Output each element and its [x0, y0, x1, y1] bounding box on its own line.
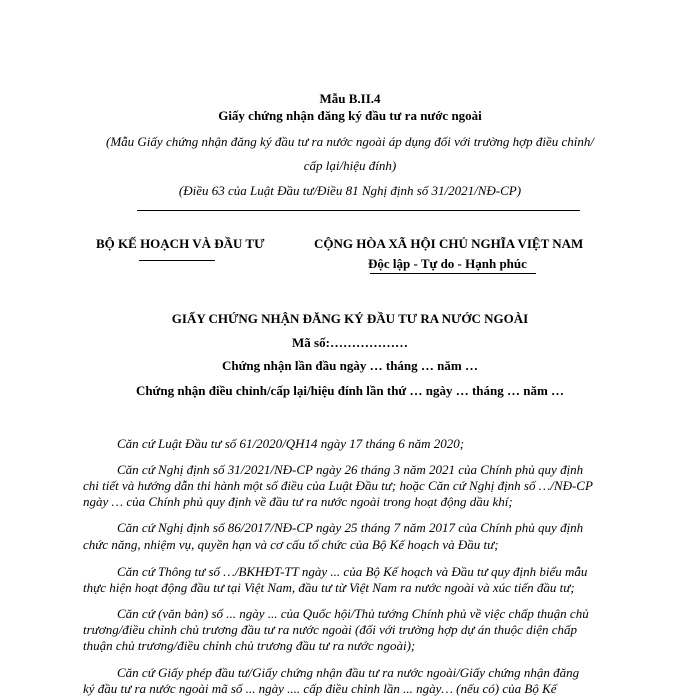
paragraph-6-line-2: ký đầu tư ra nước ngoài mã số ... ngày .... cấp điều chỉnh lần ... ngày… (nếu có) của Bộ Kế: [83, 681, 557, 696]
amendment-line: Chứng nhận điều chỉnh/cấp lại/hiệu đính lần thứ … ngày … tháng … năm …: [135, 383, 565, 398]
paragraph-6-line-1: Căn cứ Giấy phép đầu tư/Giấy chứng nhận đầu tư ra nước ngoài/Giấy chứng nhận đăng: [117, 665, 580, 680]
legal-basis: (Điều 63 của Luật Đầu tư/Điều 81 Nghị định số 31/2021/NĐ-CP): [178, 183, 522, 198]
paragraph-1-line-1: Căn cứ Luật Đầu tư số 61/2020/QH14 ngày 17 tháng 6 năm 2020;: [117, 436, 465, 451]
motto-underline: [370, 273, 536, 274]
paragraph-5-line-2: trương/điều chỉnh chủ trương đầu tư ra nước ngoài (đối với trường hợp dự án thuộc diện chấp: [83, 622, 577, 637]
paragraph-2-line-1: Căn cứ Nghị định số 31/2021/NĐ-CP ngày 26 tháng 3 năm 2021 của Chính phủ quy định: [117, 462, 584, 477]
first-issue-line: Chứng nhận lần đầu ngày … tháng … năm …: [222, 358, 478, 373]
certificate-code: Mã số:………………: [292, 335, 408, 350]
paragraph-2-line-3: ngày … của Chính phủ quy định về đầu tư ra nước ngoài trong hoạt động dầu khí;: [83, 494, 513, 509]
form-note-line-1: (Mẫu Giấy chứng nhận đăng ký đầu tư ra nước ngoài áp dụng đối với trường hợp điều chỉnh/: [106, 134, 594, 149]
form-title: Giấy chứng nhận đăng ký đầu tư ra nước ngoài: [218, 108, 482, 123]
paragraph-4-line-1: Căn cứ Thông tư số …/BKHĐT-TT ngày ... của Bộ Kế hoạch và Đầu tư quy định biểu mẫu: [117, 564, 588, 579]
form-note-line-2: cấp lại/hiệu đính): [303, 158, 397, 173]
paragraph-4-line-2: thực hiện hoạt động đầu tư tại Việt Nam, đầu tư từ Việt Nam ra nước ngoài và xúc tiến đầu tư;: [83, 580, 575, 595]
republic-name: CỘNG HÒA XÃ HỘI CHỦ NGHĨA VIỆT NAM: [314, 236, 584, 251]
ministry-underline: [139, 260, 215, 261]
paragraph-3-line-2: chức năng, nhiệm vụ, quyền hạn và cơ cấu tổ chức của Bộ Kế hoạch và Đầu tư;: [83, 537, 499, 552]
national-motto: Độc lập - Tự do - Hạnh phúc: [368, 256, 527, 271]
paragraph-5-line-3: thuận chủ trương/điều chỉnh chủ trương đầu tư ra nước ngoài);: [83, 638, 416, 653]
paragraph-3-line-1: Căn cứ Nghị định số 86/2017/NĐ-CP ngày 25 tháng 7 năm 2017 của Chính phủ quy định: [117, 520, 584, 535]
ministry-name: BỘ KẾ HOẠCH VÀ ĐẦU TƯ: [96, 236, 265, 251]
paragraph-5-line-1: Căn cứ (văn bản) số ... ngày ... của Quốc hội/Thủ tướng Chính phủ về việc chấp thuận chủ: [117, 606, 589, 621]
certificate-title: GIẤY CHỨNG NHẬN ĐĂNG KÝ ĐẦU TƯ RA NƯỚC NGOÀI: [171, 311, 529, 326]
paragraph-2-line-2: chi tiết và hướng dẫn thi hành một số điều của Luật Đầu tư; hoặc Căn cứ Nghị định số …/NĐ-CP: [83, 478, 593, 493]
form-code: Mẫu B.II.4: [319, 91, 381, 106]
header-divider: [137, 210, 580, 211]
